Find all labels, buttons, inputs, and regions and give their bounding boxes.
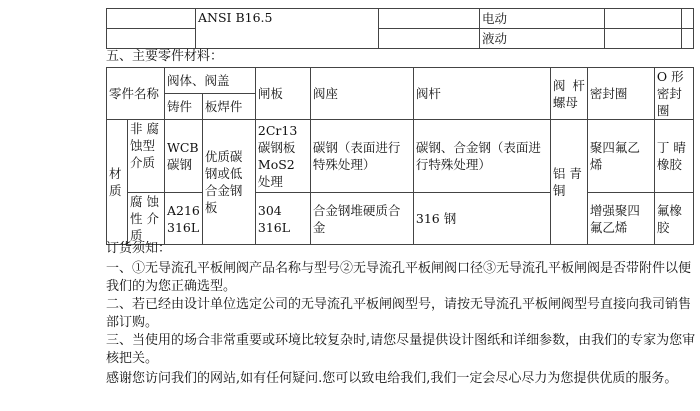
header-seat: 阀座 [310, 68, 413, 120]
header-stem: 阀杆 [413, 68, 550, 120]
note-paragraph-2: 二、若已经由设计单位选定公司的无导流孔平板闸阀型号，请按无导流孔平板闸阀型号直接向我司销售部订购。 [106, 297, 692, 330]
gate-corrosive: 304 316L [255, 193, 310, 245]
notes-title: 订货须知： [106, 241, 172, 256]
header-gate: 闸板 [255, 68, 310, 120]
cell-empty [682, 29, 694, 49]
standard-cell: ANSI B16.5 [196, 9, 379, 49]
header-body-cover: 阀体、阀盖 [165, 68, 256, 94]
drive-option-electric: 电动 [480, 9, 605, 29]
header-oring: O 形密封圈 [654, 68, 693, 120]
forging-material: 优质碳钢或低合金钢板 [202, 120, 255, 245]
note-thanks: 感谢您访问我们的网站,如有任何疑问.您可以致电给我们,我们一定会尽心尽力为您提供优质的服务。 [106, 371, 678, 386]
materials-table [106, 67, 694, 245]
cell-empty [379, 29, 480, 49]
seat-corrosive: 合金钢堆硬质合金 [310, 193, 413, 245]
casting-corrosive: A216 316L [165, 193, 203, 245]
gate-noncorrosive: 2Cr13 碳钢板 MoS2 处理 [255, 120, 310, 193]
medium-corrosive: 腐 蚀性 介质 [128, 193, 165, 245]
cell-empty [379, 9, 480, 29]
cell-empty [107, 9, 196, 29]
drive-table [106, 8, 694, 49]
cell-empty [107, 29, 196, 49]
header-casting: 铸件 [165, 94, 203, 120]
stem-nut-material: 铝 青铜 [550, 120, 587, 245]
header-forging: 板焊件 [202, 94, 255, 120]
seal-corrosive: 增强聚四氟乙烯 [587, 193, 654, 245]
note-paragraph-3: 三、当使用的场合非常重要或环境比较复杂时,请您尽量提供设计图纸和详细参数，由我们的专家为您审核把关。 [106, 333, 696, 366]
header-stem-nut: 阀 杆 螺母 [550, 68, 587, 120]
stem-noncorrosive: 碳钢、合金钢（表面进行特殊处理） [413, 120, 550, 193]
oring-noncorrosive: 丁 晴 橡胶 [654, 120, 693, 193]
seal-noncorrosive: 聚四氟乙烯 [587, 120, 654, 193]
section-title: 五、主要零件材料： [106, 49, 224, 64]
note-paragraph-1: 一、①无导流孔平板闸阀产品名称与型号②无导流孔平板闸阀口径③无导流孔平板闸阀是否带附件以便我们的为您正确选型。 [106, 261, 692, 294]
cell-empty [605, 9, 682, 29]
drive-option-hydraulic: 液动 [480, 29, 605, 49]
cell-empty [682, 9, 694, 29]
header-part-name: 零件名称 [107, 68, 165, 120]
medium-noncorrosive: 非 腐 蚀型 介质 [128, 120, 165, 193]
seat-noncorrosive: 碳钢（表面进行特殊处理） [310, 120, 413, 193]
stem-corrosive: 316 钢 [413, 193, 550, 245]
casting-noncorrosive: WCB 碳钢 [165, 120, 203, 193]
cell-empty [605, 29, 682, 49]
oring-corrosive: 氟橡胶 [654, 193, 693, 245]
header-seal: 密封圈 [587, 68, 654, 120]
material-label: 材质 [107, 120, 128, 245]
